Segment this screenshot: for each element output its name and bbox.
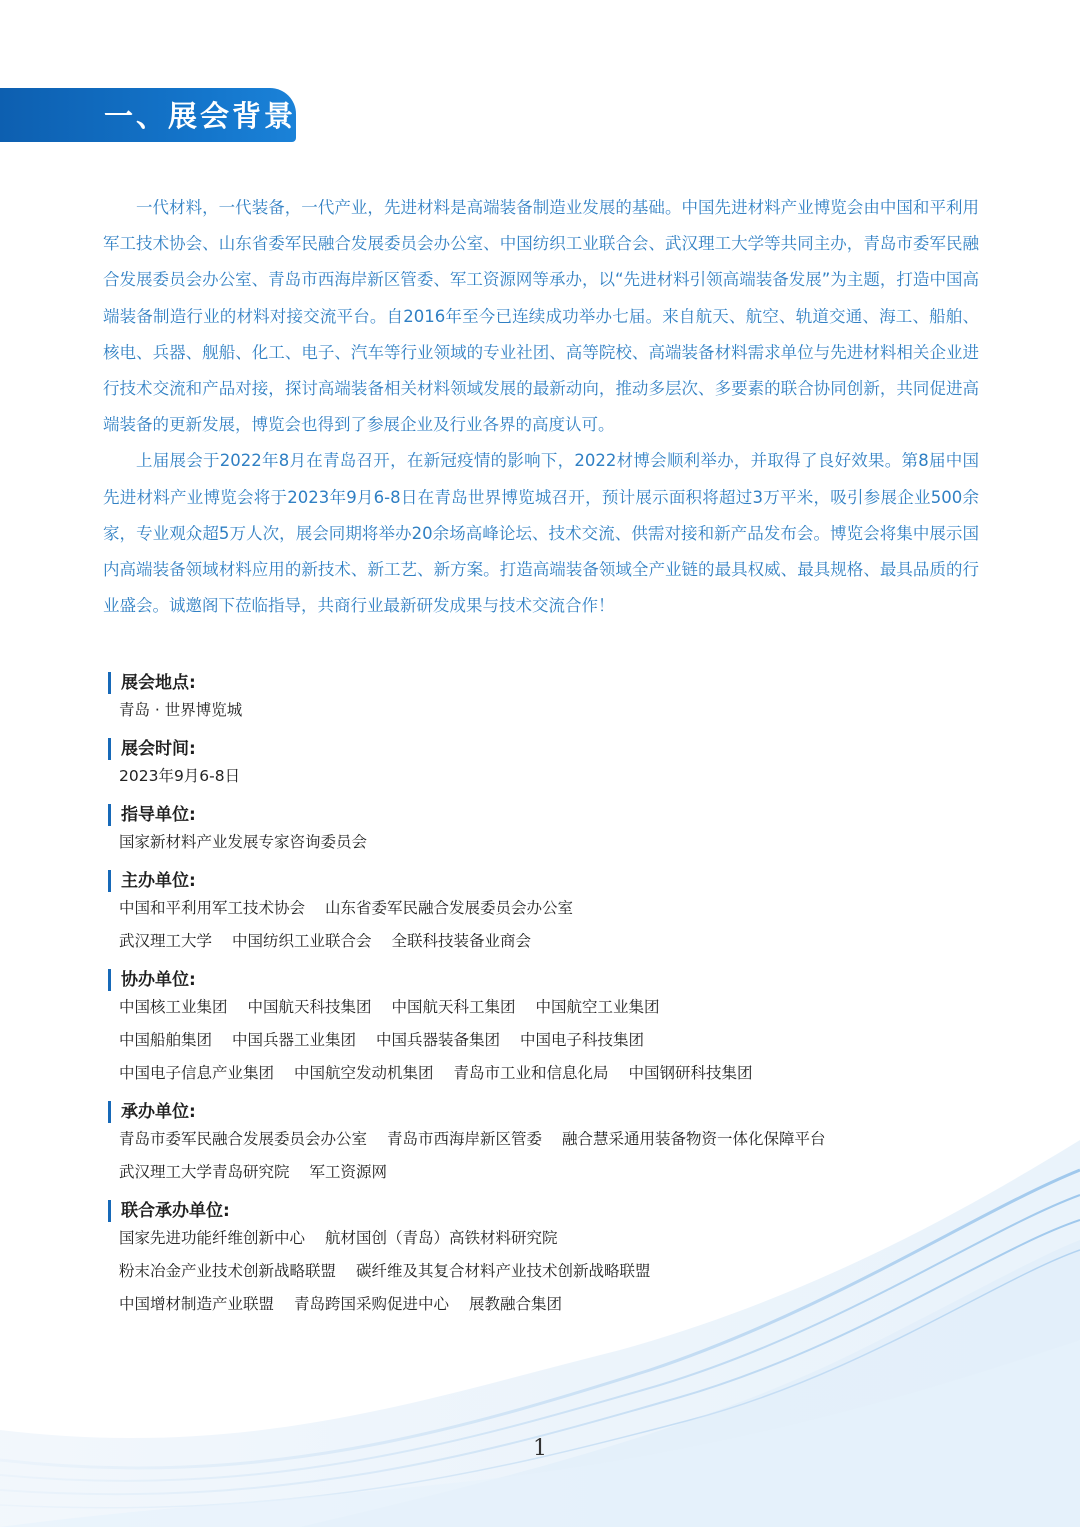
organizer-org: 青岛市委军民融合发展委员会办公室	[119, 1130, 368, 1148]
guide-heading: 指导单位:	[108, 804, 1008, 826]
host-heading: 主办单位:	[108, 870, 1008, 892]
page-number: 1	[533, 1436, 547, 1461]
assist-org: 中国电子信息产业集团	[119, 1064, 275, 1082]
assist-line	[108, 1057, 1008, 1090]
co-organizer-org: 航材国创（青岛）高铁材料研究院	[325, 1229, 558, 1247]
host-org: 武汉理工大学	[119, 932, 213, 950]
assist-org: 中国船舶集团	[119, 1031, 213, 1049]
organizer-org: 武汉理工大学青岛研究院	[119, 1163, 290, 1181]
guide-value: 国家新材料产业发展专家咨询委员会	[119, 833, 368, 851]
co-organizer-org: 碳纤维及其复合材料产业技术创新战略联盟	[356, 1262, 651, 1280]
assist-org: 中国钢研科技集团	[628, 1064, 753, 1082]
assist-line	[108, 1024, 1008, 1057]
assist-org: 中国航天科工集团	[391, 998, 516, 1016]
assist-line	[108, 991, 1008, 1024]
host-org: 中国纺织工业联合会	[232, 932, 372, 950]
co-organizer-org: 展教融合集团	[469, 1295, 563, 1313]
organizer-org: 军工资源网	[309, 1163, 388, 1181]
host-org: 全联科技装备业商会	[391, 932, 532, 950]
assist-org: 中国兵器装备集团	[376, 1031, 501, 1049]
co-organizer-org: 青岛跨国采购促进中心	[294, 1295, 450, 1313]
intro-text	[103, 190, 979, 624]
section-title: 一、展会背景	[104, 99, 297, 133]
assist-org: 青岛市工业和信息化局	[453, 1064, 609, 1082]
exhibition-info	[108, 668, 1008, 1321]
co-organizer-org: 国家先进功能纤维创新中心	[119, 1229, 306, 1247]
time-value: 2023年9月6-8日	[119, 767, 241, 785]
co-organizer-line	[108, 1288, 1008, 1321]
organizer-org: 融合慧采通用装备物资一体化保障平台	[562, 1130, 826, 1148]
time-heading: 展会时间:	[108, 738, 1008, 760]
intro-paragraph-2: 上届展会于2022年8月在青岛召开，在新冠疫情的影响下，2022材博会顺利举办，并取得了良好效果。第8届中国先进材料产业博览会将于2023年9月6-8日在青岛世界博览城召开，预计展示面积将超过3万平米，吸引参展企业500余家，专业观众超5万人次，展会同期将举办20余场高峰论坛、技术交流、供需对接和新产品发布会。博览会将集中展示国内高端装备领域材料应用的新技术、新工艺、新方案。打造高端装备领域全产业链的最具权威、最具规格、最具品质的行业盛会。诚邀阁下莅临指导，共商行业最新研发成果与技术交流合作！	[103, 451, 979, 616]
host-org: 山东省委军民融合发展委员会办公室	[325, 899, 574, 917]
assist-org: 中国电子科技集团	[520, 1031, 645, 1049]
assist-org: 中国航空发动机集团	[294, 1064, 434, 1082]
organizer-line	[108, 1156, 1008, 1189]
venue-value: 青岛 · 世界博览城	[119, 701, 243, 719]
host-line	[108, 925, 1008, 958]
co-organizer-line	[108, 1255, 1008, 1288]
assist-org: 中国航天科技集团	[247, 998, 372, 1016]
assist-org: 中国核工业集团	[119, 998, 228, 1016]
assist-org: 中国兵器工业集团	[232, 1031, 357, 1049]
host-line	[108, 892, 1008, 925]
co-organizer-org: 中国增材制造产业联盟	[119, 1295, 275, 1313]
assist-heading: 协办单位:	[108, 969, 1008, 991]
co-organizer-heading: 联合承办单位:	[108, 1200, 1008, 1222]
organizer-line	[108, 1123, 1008, 1156]
intro-paragraph-1: 一代材料，一代装备，一代产业，先进材料是高端装备制造业发展的基础。中国先进材料产业博览会由中国和平利用军工技术协会、山东省委军民融合发展委员会办公室、中国纺织工业联合会、武汉理工大学等共同主办，青岛市委军民融合发展委员会办公室、青岛市西海岸新区管委、军工资源网等承办，以“先进材料引领高端装备发展”为主题，打造中国高端装备制造行业的材料对接交流平台。自2016年至今已连续成功举办七届。来自航天、航空、轨道交通、海工、船舶、核电、兵器、舰船、化工、电子、汽车等行业领域的专业社团、高等院校、高端装备材料需求单位与先进材料相关企业进行技术交流和产品对接，探讨高端装备相关材料领域发展的最新动向，推动多层次、多要素的联合协同创新，共同促进高端装备的更新发展，博览会也得到了参展企业及行业各界的高度认可。	[103, 198, 979, 435]
organizer-heading: 承办单位:	[108, 1101, 1008, 1123]
host-org: 中国和平利用军工技术协会	[119, 899, 306, 917]
organizer-org: 青岛市西海岸新区管委	[387, 1130, 543, 1148]
venue-heading: 展会地点:	[108, 672, 1008, 694]
co-organizer-line	[108, 1222, 1008, 1255]
co-organizer-org: 粉末冶金产业技术创新战略联盟	[119, 1262, 337, 1280]
assist-org: 中国航空工业集团	[535, 998, 660, 1016]
